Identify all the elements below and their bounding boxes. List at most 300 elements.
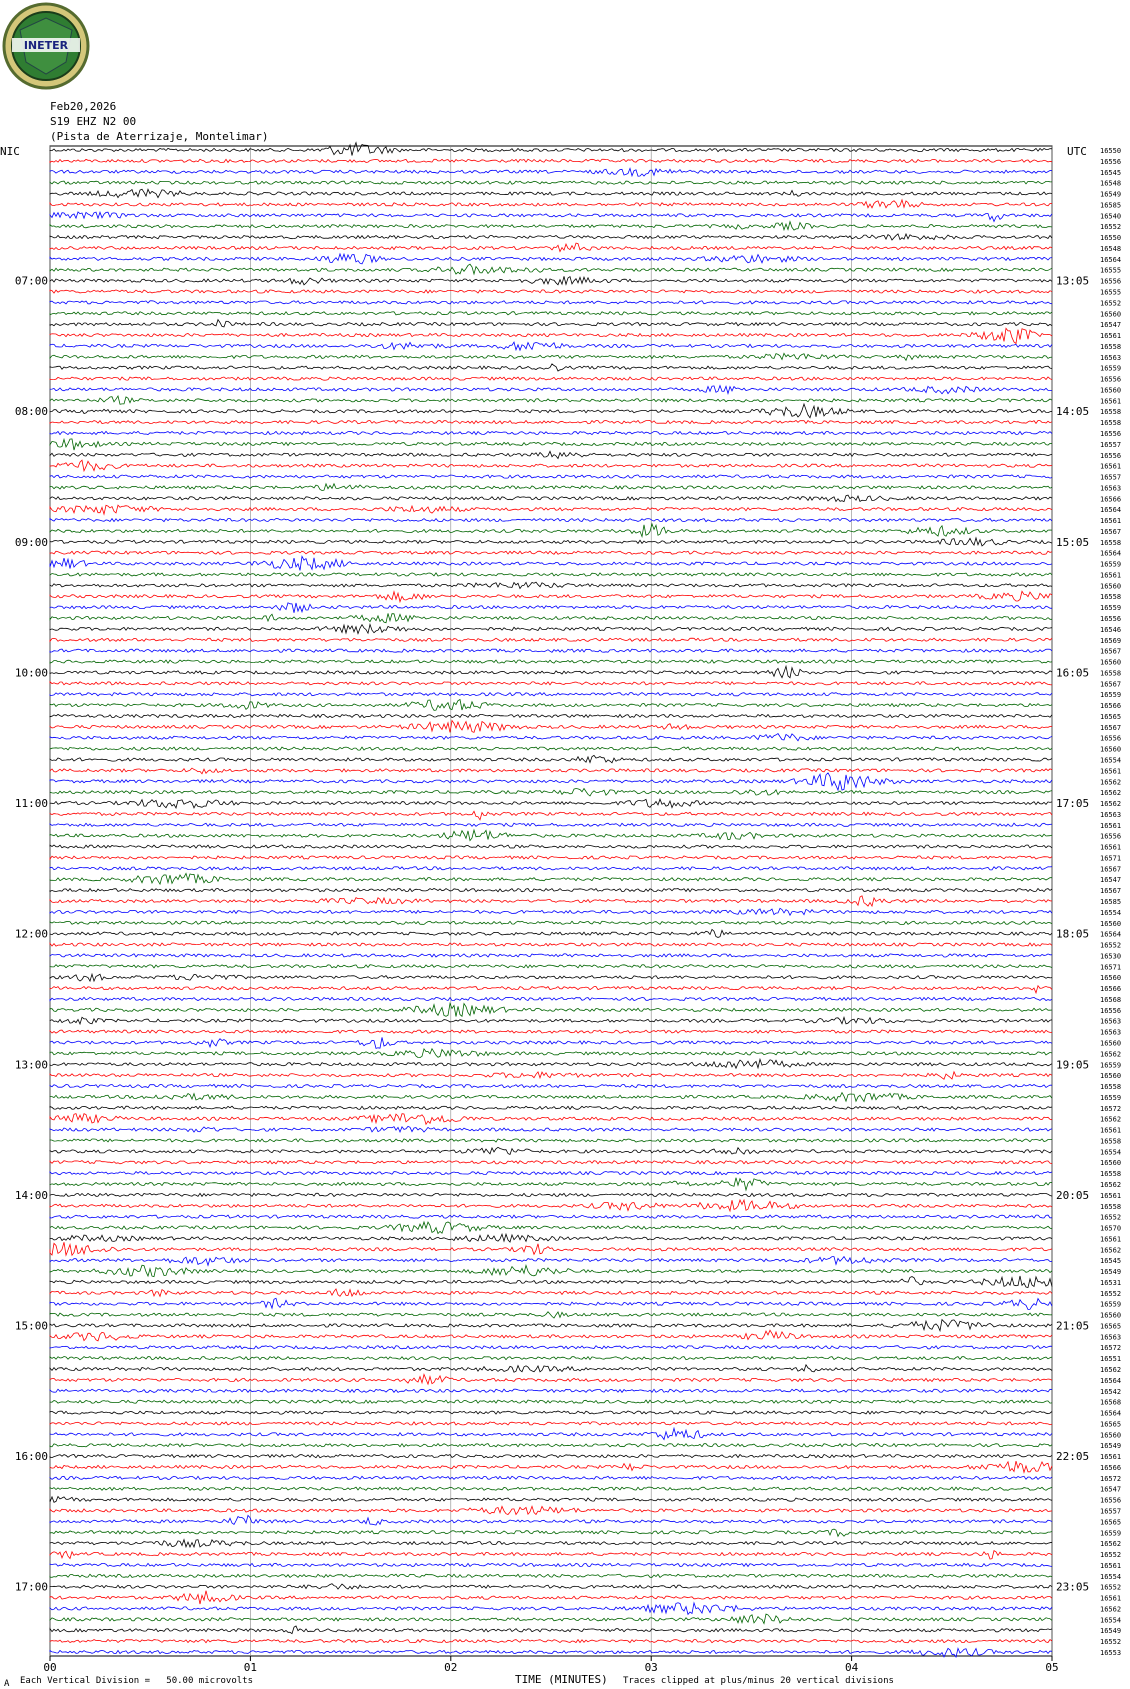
trace-offset-label: 16562 xyxy=(1100,789,1122,798)
trace-offset-label: 16549 xyxy=(1100,1442,1122,1451)
right-hour-label: 16:05 xyxy=(1056,666,1090,680)
seismic-trace xyxy=(50,143,1052,156)
seismic-trace xyxy=(50,254,1052,264)
trace-offset-label: 16545 xyxy=(1100,168,1122,177)
seismic-trace xyxy=(50,789,1052,796)
trace-offset-label: 16558 xyxy=(1100,669,1122,678)
trace-offset-label: 16563 xyxy=(1100,1017,1122,1026)
seismic-trace xyxy=(50,320,1052,327)
seismic-trace xyxy=(50,551,1052,554)
trace-offset-label: 16559 xyxy=(1100,560,1122,569)
trace-offset-label: 16566 xyxy=(1100,985,1122,994)
seismic-trace xyxy=(50,538,1052,546)
seismic-trace xyxy=(50,1320,1052,1331)
seismic-trace xyxy=(50,1591,1052,1604)
trace-offset-label: 16560 xyxy=(1100,1159,1122,1168)
station-code: S19 EHZ N2 00 xyxy=(50,115,137,128)
seismic-trace xyxy=(50,1563,1052,1566)
left-hour-label: 07:00 xyxy=(14,274,48,288)
trace-offset-label: 16559 xyxy=(1100,364,1122,373)
trace-offset-label: 16558 xyxy=(1100,408,1122,417)
seismic-trace xyxy=(50,921,1052,924)
seismic-trace xyxy=(50,1193,1052,1196)
trace-offset-label: 16554 xyxy=(1100,908,1122,917)
seismic-trace xyxy=(50,519,1052,522)
trace-offset-label: 16568 xyxy=(1100,1398,1122,1407)
seismic-trace xyxy=(50,328,1052,343)
right-hour-label: 22:05 xyxy=(1056,1450,1090,1464)
trace-offset-label: 16552 xyxy=(1100,1289,1122,1298)
seismic-trace xyxy=(50,1551,1052,1560)
trace-offset-label: 16552 xyxy=(1100,299,1122,308)
trace-offset-label: 16568 xyxy=(1100,995,1122,1004)
seismic-trace xyxy=(50,396,1052,404)
seismic-trace xyxy=(50,1497,1052,1503)
seismic-trace xyxy=(50,439,1052,450)
trace-offset-label: 16561 xyxy=(1100,1126,1122,1135)
trace-offset-label: 16565 xyxy=(1100,1518,1122,1527)
seismic-trace xyxy=(50,451,1052,458)
trace-offset-label: 16556 xyxy=(1100,277,1122,286)
left-hour-label: 17:00 xyxy=(14,1580,48,1594)
trace-offset-label: 16556 xyxy=(1100,375,1122,384)
seismic-trace xyxy=(50,1365,1052,1372)
seismic-trace xyxy=(50,377,1052,380)
left-hour-label: 15:00 xyxy=(14,1319,48,1333)
trace-offset-label: 16558 xyxy=(1100,593,1122,602)
trace-offset-label: 16562 xyxy=(1100,800,1122,809)
trace-offset-label: 16560 xyxy=(1100,582,1122,591)
trace-offset-label: 16550 xyxy=(1100,147,1122,155)
left-hour-label: 10:00 xyxy=(14,666,48,680)
seismic-trace xyxy=(50,460,1052,471)
left-hour-label: 13:00 xyxy=(14,1058,48,1072)
seismic-trace xyxy=(50,1487,1052,1490)
trace-offset-label: 16559 xyxy=(1100,1093,1122,1102)
trace-offset-label: 16552 xyxy=(1100,941,1122,950)
seismic-trace xyxy=(50,495,1052,502)
trace-offset-label: 16559 xyxy=(1100,1300,1122,1309)
seismic-trace xyxy=(50,1049,1052,1058)
trace-offset-label: 16560 xyxy=(1100,1039,1122,1048)
seismic-trace xyxy=(50,1603,1052,1615)
seismic-trace xyxy=(50,714,1052,717)
seismic-trace xyxy=(50,666,1052,677)
trace-offset-label: 16563 xyxy=(1100,484,1122,493)
seismic-trace xyxy=(50,505,1052,514)
seismic-trace xyxy=(50,1422,1052,1425)
trace-offset-label: 16556 xyxy=(1100,832,1122,841)
trace-offset-label: 16559 xyxy=(1100,604,1122,613)
seismic-trace xyxy=(50,1584,1052,1589)
trace-offset-label: 16558 xyxy=(1100,538,1122,547)
seismic-trace xyxy=(50,1234,1052,1242)
trace-offset-label: 16560 xyxy=(1100,1072,1122,1081)
seismic-trace xyxy=(50,168,1052,176)
trace-offset-label: 16556 xyxy=(1100,1006,1122,1015)
trace-offset-label: 16560 xyxy=(1100,1311,1122,1320)
right-hour-label: 13:05 xyxy=(1056,274,1090,288)
trace-offset-label: 16553 xyxy=(1100,1649,1122,1657)
seismic-trace xyxy=(50,682,1052,685)
right-hour-label: 14:05 xyxy=(1056,405,1090,419)
trace-offset-label: 16566 xyxy=(1100,495,1122,504)
scale-marker: A xyxy=(4,1679,10,1689)
trace-offset-label: 16552 xyxy=(1100,1638,1122,1647)
trace-offset-label: 16550 xyxy=(1100,234,1122,243)
x-tick-label: 00 xyxy=(43,1661,57,1674)
seismic-trace xyxy=(50,1161,1052,1164)
vertical-scale-note: Each Vertical Division = 50.00 microvolts xyxy=(20,1676,253,1686)
seismic-trace xyxy=(50,1215,1052,1218)
seismic-trace xyxy=(50,1084,1052,1087)
seismic-trace xyxy=(50,212,1052,222)
trace-offset-label: 16570 xyxy=(1100,1224,1122,1233)
trace-offset-label: 16569 xyxy=(1100,636,1122,645)
trace-offset-label: 16564 xyxy=(1100,255,1122,264)
seismic-trace xyxy=(50,1114,1052,1125)
trace-offset-label: 16562 xyxy=(1100,1050,1122,1059)
seismic-trace xyxy=(50,1257,1052,1266)
trace-offset-label: 16561 xyxy=(1100,462,1122,471)
seismic-trace xyxy=(50,200,1052,208)
seismic-trace xyxy=(50,755,1052,762)
trace-offset-label: 16561 xyxy=(1100,1561,1122,1570)
trace-offset-label: 16571 xyxy=(1100,854,1122,863)
right-hour-label: 18:05 xyxy=(1056,927,1090,941)
seismic-trace xyxy=(50,1172,1052,1175)
seismic-trace xyxy=(50,1017,1052,1024)
seismic-trace xyxy=(50,1147,1052,1154)
seismic-trace xyxy=(50,965,1052,968)
seismic-trace xyxy=(50,1515,1052,1525)
trace-offset-label: 16565 xyxy=(1100,1420,1122,1429)
trace-offset-label: 16562 xyxy=(1100,1366,1122,1375)
trace-offset-label: 16549 xyxy=(1100,190,1122,199)
seismic-trace xyxy=(50,189,1052,197)
trace-offset-label: 16562 xyxy=(1100,1540,1122,1549)
seismic-trace xyxy=(50,421,1052,424)
trace-offset-label: 16562 xyxy=(1100,1246,1122,1255)
trace-offset-label: 16531 xyxy=(1100,1278,1122,1287)
seismic-trace xyxy=(50,638,1052,641)
seismic-trace xyxy=(50,301,1052,304)
seismic-trace xyxy=(50,404,1052,418)
trace-offset-label: 16572 xyxy=(1100,1474,1122,1483)
trace-offset-label: 16556 xyxy=(1100,734,1122,743)
trace-offset-label: 16562 xyxy=(1100,1180,1122,1189)
left-hour-label: 08:00 xyxy=(14,405,48,419)
x-tick-label: 05 xyxy=(1045,1661,1059,1674)
x-axis-title: TIME (MINUTES) xyxy=(515,1673,608,1686)
seismic-trace xyxy=(50,889,1052,892)
station-site: (Pista de Aterrizaje, Montelimar) xyxy=(50,130,269,143)
right-hour-label: 23:05 xyxy=(1056,1580,1090,1594)
right-hour-label: 19:05 xyxy=(1056,1058,1090,1072)
right-hour-label: 20:05 xyxy=(1056,1188,1090,1202)
seismic-trace xyxy=(50,896,1052,906)
seismic-trace xyxy=(50,159,1052,162)
seismic-trace xyxy=(50,1106,1052,1109)
seismic-trace xyxy=(50,1411,1052,1414)
trace-offset-label: 16563 xyxy=(1100,1333,1122,1342)
x-tick-label: 01 xyxy=(243,1661,258,1674)
seismic-trace xyxy=(50,1389,1052,1392)
trace-offset-label: 16561 xyxy=(1100,1191,1122,1200)
x-tick-label: 03 xyxy=(644,1661,658,1674)
seismic-trace xyxy=(50,312,1052,315)
seismic-trace xyxy=(50,1200,1052,1211)
seismic-trace xyxy=(50,386,1052,394)
left-hour-label: 12:00 xyxy=(14,927,48,941)
trace-offset-label: 16563 xyxy=(1100,810,1122,819)
trace-offset-label: 16567 xyxy=(1100,680,1122,689)
trace-offset-label: 16561 xyxy=(1100,1594,1122,1603)
seismic-trace xyxy=(50,747,1052,750)
seismic-trace xyxy=(50,1072,1052,1079)
seismic-trace xyxy=(50,929,1052,937)
seismic-trace xyxy=(50,1529,1052,1536)
trace-offset-label: 16559 xyxy=(1100,691,1122,700)
seismic-trace xyxy=(50,799,1052,808)
seismic-trace xyxy=(50,234,1052,240)
trace-offset-label: 16560 xyxy=(1100,386,1122,395)
trace-offset-label: 16560 xyxy=(1100,974,1122,983)
trace-offset-label: 16557 xyxy=(1100,473,1122,482)
trace-offset-label: 16556 xyxy=(1100,1496,1122,1505)
seismic-trace xyxy=(50,573,1052,576)
trace-offset-label: 16562 xyxy=(1100,1115,1122,1124)
trace-offset-label: 16567 xyxy=(1100,887,1122,896)
seismic-trace xyxy=(50,693,1052,696)
trace-offset-label: 16567 xyxy=(1100,647,1122,656)
seismic-trace xyxy=(50,1298,1052,1309)
seismic-trace xyxy=(50,1640,1052,1643)
left-timezone-label: NIC xyxy=(0,145,20,158)
seismic-trace xyxy=(50,484,1052,491)
trace-offset-label: 16567 xyxy=(1100,865,1122,874)
seismic-trace xyxy=(50,974,1052,981)
seismic-trace xyxy=(50,943,1052,946)
clip-note: Traces clipped at plus/minus 20 vertical divisions xyxy=(623,1676,894,1686)
trace-offset-label: 16554 xyxy=(1100,756,1122,765)
trace-offset-label: 16559 xyxy=(1100,1061,1122,1070)
trace-offset-label: 16563 xyxy=(1100,353,1122,362)
trace-offset-label: 16561 xyxy=(1100,332,1122,341)
seismic-trace xyxy=(50,811,1052,820)
seismic-trace xyxy=(50,1289,1052,1297)
seismic-trace xyxy=(50,1330,1052,1341)
right-hour-label: 15:05 xyxy=(1056,535,1090,549)
trace-offset-label: 16549 xyxy=(1100,1627,1122,1636)
trace-offset-label: 16558 xyxy=(1100,342,1122,351)
seismic-trace xyxy=(50,1093,1052,1102)
trace-offset-label: 16558 xyxy=(1100,419,1122,428)
right-hour-label: 17:05 xyxy=(1056,797,1090,811)
trace-offset-label: 16547 xyxy=(1100,321,1122,330)
seismic-trace xyxy=(50,342,1052,350)
trace-offset-label: 16562 xyxy=(1100,778,1122,787)
trace-offset-label: 16564 xyxy=(1100,930,1122,939)
trace-offset-label: 16560 xyxy=(1100,658,1122,667)
left-hour-label: 11:00 xyxy=(14,797,48,811)
trace-offset-label: 16585 xyxy=(1100,201,1122,210)
trace-offset-label: 16552 xyxy=(1100,223,1122,232)
trace-offset-label: 16546 xyxy=(1100,625,1122,634)
seismic-trace xyxy=(50,264,1052,274)
trace-offset-label: 16556 xyxy=(1100,429,1122,438)
trace-offset-label: 16552 xyxy=(1100,1583,1122,1592)
trace-offset-label: 16566 xyxy=(1100,1463,1122,1472)
trace-offset-label: 16547 xyxy=(1100,876,1122,885)
trace-offset-label: 16560 xyxy=(1100,745,1122,754)
right-hour-label: 21:05 xyxy=(1056,1319,1090,1333)
trace-offset-label: 16556 xyxy=(1100,615,1122,624)
right-timezone-label: UTC xyxy=(1067,145,1087,158)
seismic-trace xyxy=(50,1139,1052,1142)
record-date: Feb20,2026 xyxy=(50,100,117,113)
seismic-trace xyxy=(50,1455,1052,1458)
seismic-trace xyxy=(50,613,1052,622)
trace-offset-label: 16567 xyxy=(1100,527,1122,536)
trace-offset-label: 16566 xyxy=(1100,702,1122,711)
seismic-trace xyxy=(50,243,1052,252)
seismic-trace xyxy=(50,431,1052,434)
trace-offset-label: 16561 xyxy=(1100,767,1122,776)
trace-offset-label: 16561 xyxy=(1100,1453,1122,1462)
trace-offset-label: 16563 xyxy=(1100,1028,1122,1037)
seismic-trace xyxy=(50,290,1052,293)
trace-offset-label: 16545 xyxy=(1100,1257,1122,1266)
seismic-trace xyxy=(50,1614,1052,1623)
trace-offset-label: 16565 xyxy=(1100,712,1122,721)
trace-offset-label: 16571 xyxy=(1100,963,1122,972)
trace-offset-label: 16552 xyxy=(1100,1213,1122,1222)
trace-offset-label: 16552 xyxy=(1100,1551,1122,1560)
seismic-trace xyxy=(50,1004,1052,1017)
seismic-trace xyxy=(50,1312,1052,1318)
seismic-trace xyxy=(50,1461,1052,1472)
trace-offset-label: 16562 xyxy=(1100,1605,1122,1614)
trace-offset-label: 16556 xyxy=(1100,157,1122,166)
seismic-trace xyxy=(50,624,1052,633)
seismic-trace xyxy=(50,1476,1052,1479)
seismic-trace xyxy=(50,1222,1052,1234)
trace-offset-label: 16558 xyxy=(1100,1137,1122,1146)
seismic-trace xyxy=(50,823,1052,826)
seismic-trace xyxy=(50,867,1052,870)
seismic-trace xyxy=(50,582,1052,588)
seismic-trace xyxy=(50,856,1052,859)
seismic-trace xyxy=(50,1265,1052,1276)
seismic-trace xyxy=(50,276,1052,284)
trace-offset-label: 16560 xyxy=(1100,1431,1122,1440)
seismic-trace xyxy=(50,524,1052,537)
trace-offset-label: 16567 xyxy=(1100,723,1122,732)
seismic-trace xyxy=(50,660,1052,663)
trace-offset-label: 16561 xyxy=(1100,571,1122,580)
seismic-trace xyxy=(50,1357,1052,1360)
logo-text: INETER xyxy=(23,39,69,52)
plot-frame xyxy=(50,146,1052,1656)
seismic-trace xyxy=(50,222,1052,231)
seismic-trace xyxy=(50,1428,1052,1439)
seismic-trace xyxy=(50,591,1052,601)
seismic-trace xyxy=(50,908,1052,915)
left-hour-label: 16:00 xyxy=(14,1450,48,1464)
seismic-trace xyxy=(50,700,1052,711)
seismic-trace xyxy=(50,1374,1052,1384)
trace-offset-label: 16564 xyxy=(1100,549,1122,558)
left-hour-label: 09:00 xyxy=(14,535,48,549)
seismic-trace xyxy=(50,1059,1052,1068)
trace-offset-label: 16557 xyxy=(1100,440,1122,449)
seismic-trace xyxy=(50,353,1052,360)
seismic-trace xyxy=(50,1276,1052,1288)
trace-offset-label: 16548 xyxy=(1100,244,1122,253)
trace-offset-label: 16557 xyxy=(1100,1507,1122,1516)
trace-offset-label: 16551 xyxy=(1100,1355,1122,1364)
seismic-trace xyxy=(50,873,1052,884)
seismic-trace xyxy=(50,1444,1052,1447)
trace-offset-label: 16560 xyxy=(1100,310,1122,319)
trace-offset-label: 16554 xyxy=(1100,1148,1122,1157)
seismic-trace xyxy=(50,1540,1052,1547)
seismic-trace xyxy=(50,1346,1052,1349)
trace-offset-label: 16561 xyxy=(1100,517,1122,526)
seismic-trace xyxy=(50,721,1052,733)
seismic-trace xyxy=(50,475,1052,478)
trace-offset-label: 16554 xyxy=(1100,1572,1122,1581)
trace-offset-label: 16561 xyxy=(1100,397,1122,406)
trace-offset-label: 16548 xyxy=(1100,179,1122,188)
trace-offset-label: 16564 xyxy=(1100,1409,1122,1418)
trace-offset-label: 16555 xyxy=(1100,288,1122,297)
trace-offset-label: 16561 xyxy=(1100,843,1122,852)
seismic-trace xyxy=(50,181,1052,184)
trace-offset-label: 16560 xyxy=(1100,919,1122,928)
trace-offset-label: 16565 xyxy=(1100,1322,1122,1331)
seismic-trace xyxy=(50,986,1052,993)
seismic-trace xyxy=(50,830,1052,841)
trace-offset-label: 16585 xyxy=(1100,898,1122,906)
seismic-trace xyxy=(50,734,1052,741)
trace-offset-label: 16558 xyxy=(1100,1170,1122,1179)
seismic-trace xyxy=(50,1626,1052,1634)
seismic-trace xyxy=(50,773,1052,790)
trace-offset-label: 16542 xyxy=(1100,1387,1122,1396)
trace-offset-label: 16549 xyxy=(1100,1268,1122,1277)
seismic-trace xyxy=(50,1506,1052,1514)
seismic-trace xyxy=(50,1574,1052,1577)
trace-offset-label: 16561 xyxy=(1100,1235,1122,1244)
seismic-trace xyxy=(50,1126,1052,1132)
trace-offset-label: 16559 xyxy=(1100,1529,1122,1538)
trace-offset-label: 16540 xyxy=(1100,212,1122,221)
seismic-trace xyxy=(50,1400,1052,1403)
seismic-trace xyxy=(50,1030,1052,1033)
trace-offset-label: 16556 xyxy=(1100,451,1122,460)
seismic-trace xyxy=(50,845,1052,848)
x-tick-label: 02 xyxy=(444,1661,458,1674)
trace-offset-label: 16564 xyxy=(1100,506,1122,515)
left-hour-label: 14:00 xyxy=(14,1188,48,1202)
x-tick-label: 04 xyxy=(844,1661,859,1674)
seismic-trace xyxy=(50,1037,1052,1048)
trace-offset-label: 16547 xyxy=(1100,1485,1122,1494)
trace-offset-label: 16554 xyxy=(1100,1616,1122,1625)
trace-offset-label: 16561 xyxy=(1100,821,1122,830)
